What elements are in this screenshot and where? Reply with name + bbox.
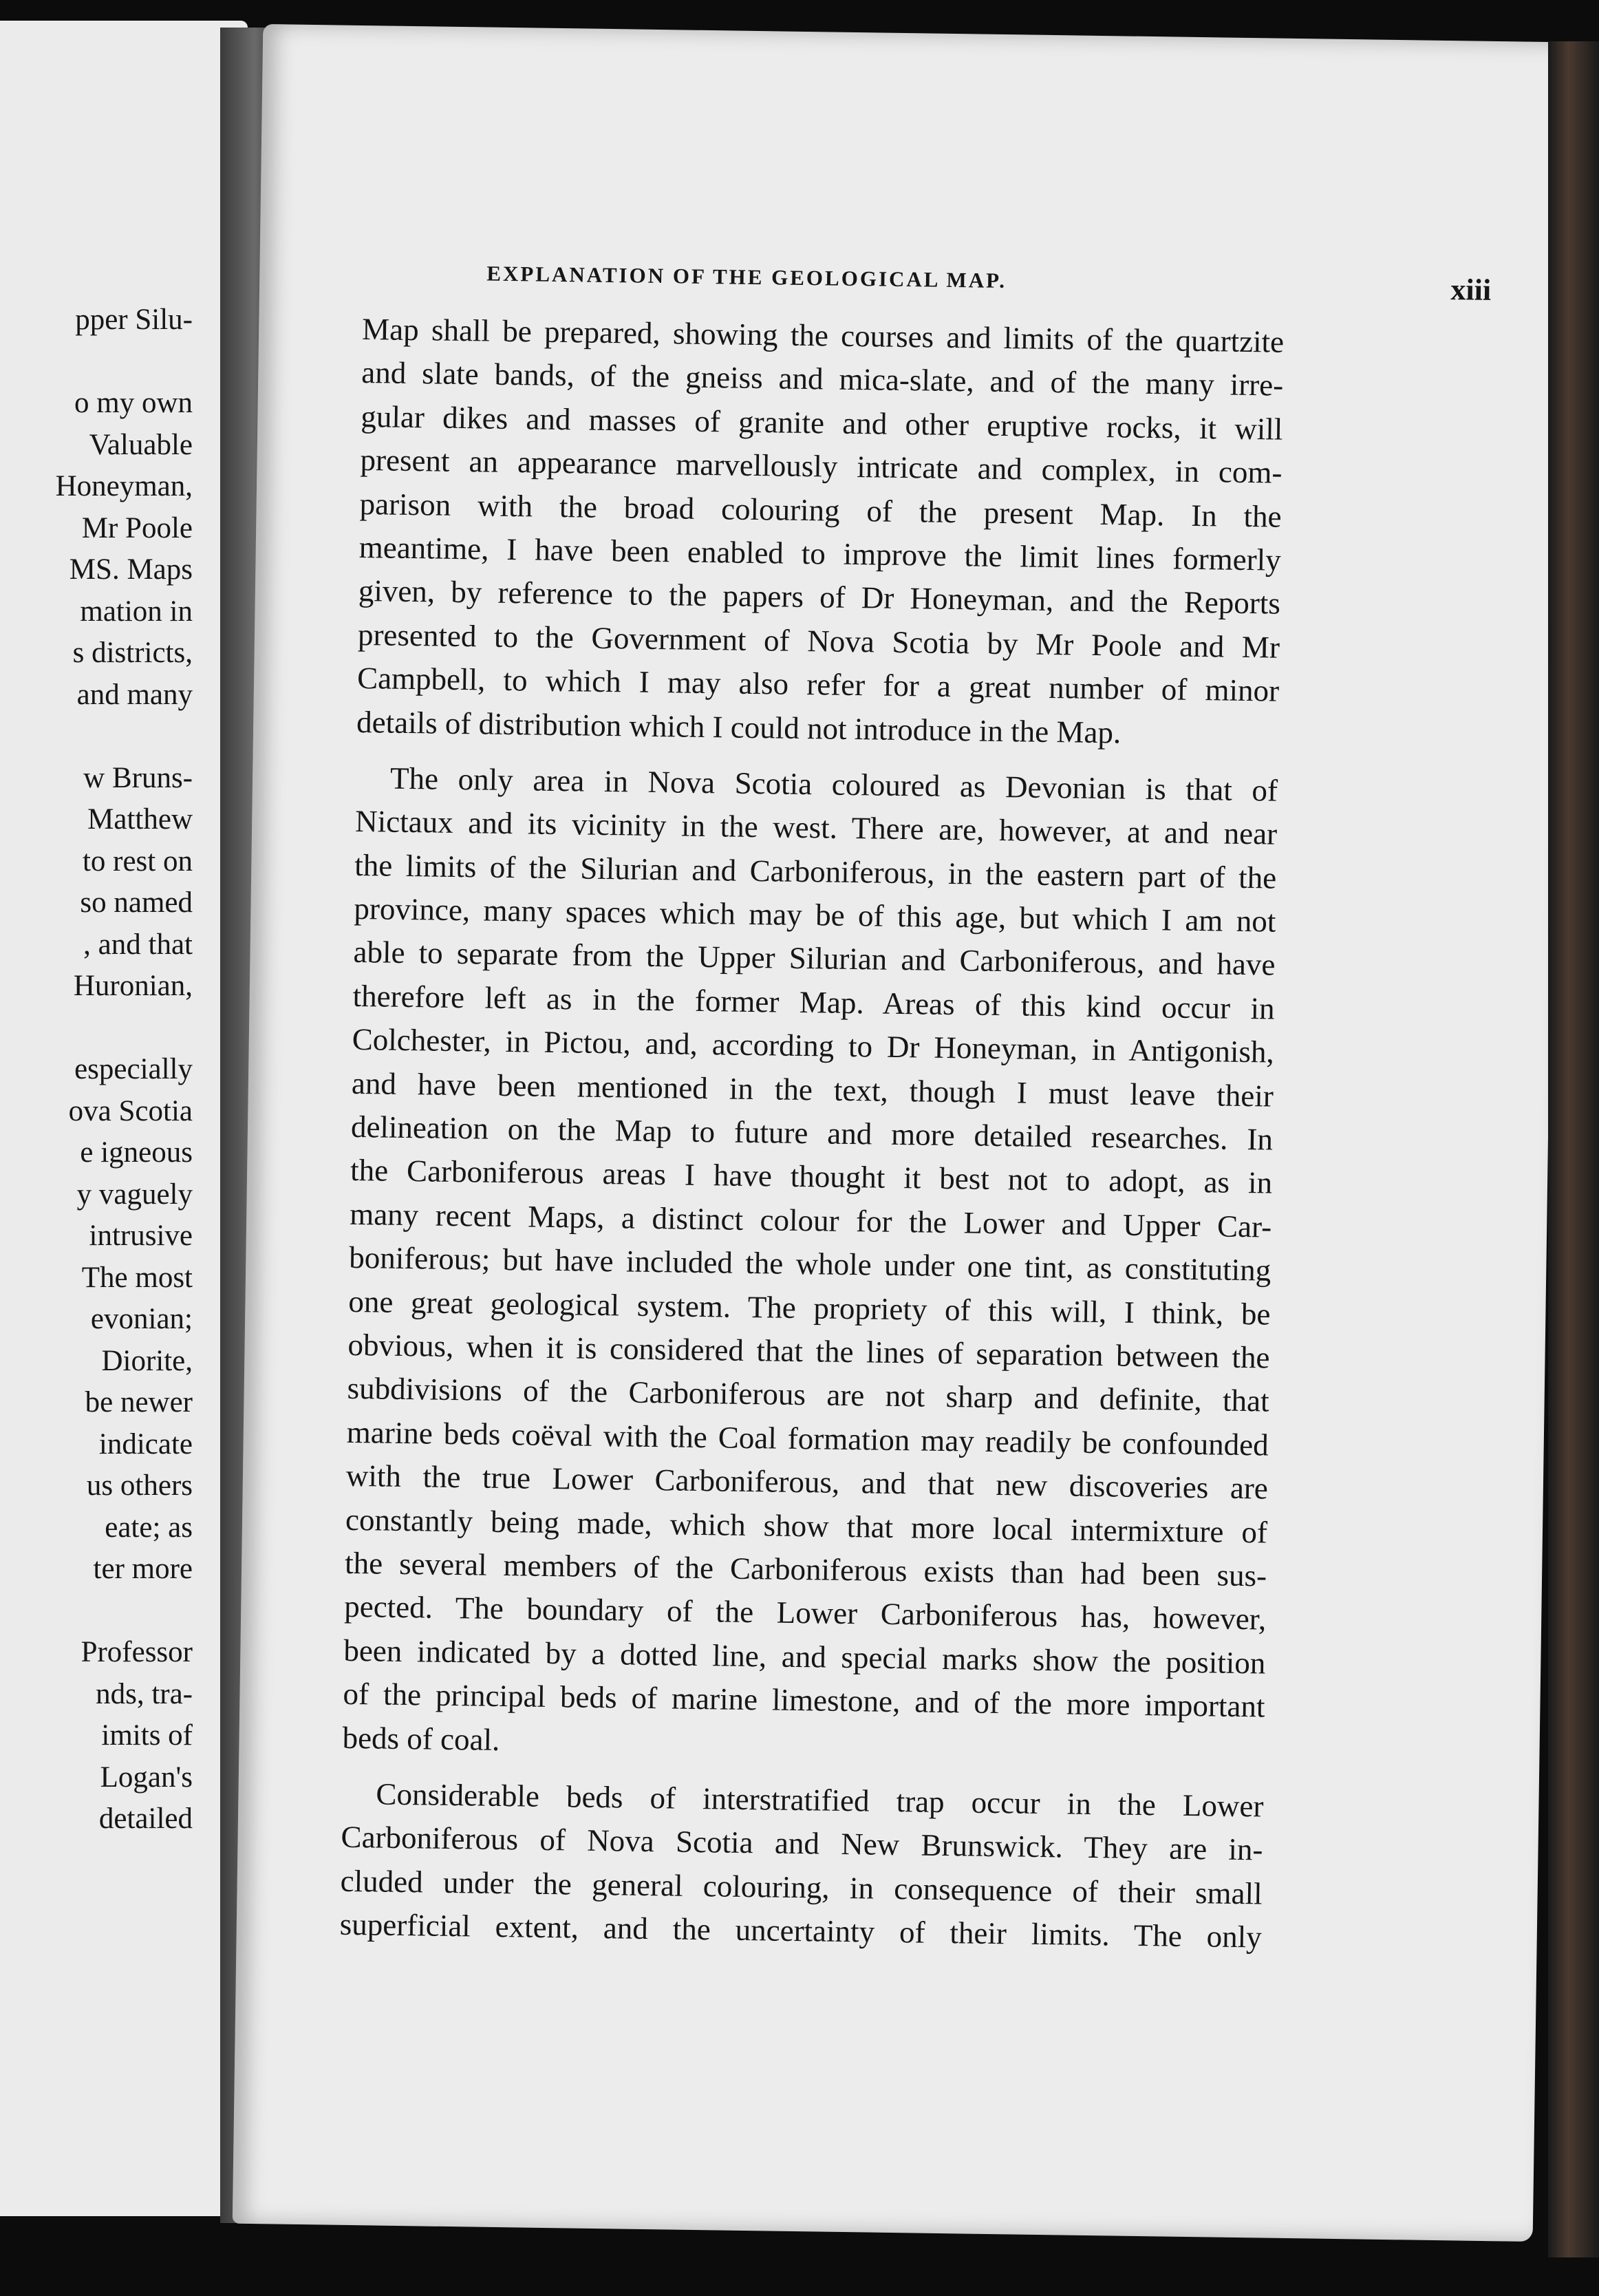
text-line: meantime, I have been enabled to improve the limit lines formerly	[358, 529, 1282, 577]
text-line: able to separate from the Upper Silurian and Carboniferous, and have	[353, 935, 1276, 983]
text-line: gular dikes and masses of granite and other eruptive rocks, it will	[361, 398, 1283, 447]
text-line: beds of coal.	[342, 1720, 500, 1757]
paragraph	[356, 308, 1285, 757]
left-page-line: to rest on	[82, 844, 193, 878]
left-page-line: Mr Poole	[81, 511, 193, 544]
left-page-line: Diorite,	[101, 1344, 193, 1377]
text-line: parison with the broad colouring of the present Map. In the	[359, 486, 1282, 534]
body-text	[339, 308, 1284, 1959]
text-line: Colchester, in Pictou, and, according to Dr Honeyman, in Antigonish,	[352, 1022, 1275, 1070]
text-line: obvious, when it is considered that the lines of separation between the	[347, 1327, 1270, 1375]
left-page-line: pper Silu-	[75, 304, 193, 336]
left-page-line: MS. Maps	[69, 553, 193, 586]
text-line: given, by reference to the papers of Dr Honeyman, and the Reports	[358, 573, 1281, 621]
left-page-line: Valuable	[89, 428, 193, 461]
left-page-line: imits of	[101, 1719, 193, 1752]
text-line: pected. The boundary of the Lower Carboniferous has, however,	[343, 1589, 1267, 1637]
text-line: superficial extent, and the uncertainty of their limits. The only	[339, 1906, 1263, 1955]
left-page-line: Professor	[81, 1636, 193, 1668]
text-line: with the true Lower Carboniferous, and that new discoveries are	[345, 1458, 1269, 1506]
left-page-line: Honeyman,	[55, 470, 193, 502]
text-line: therefore left as in the former Map. Areas of this kind occur in	[352, 978, 1275, 1026]
left-page-line: us others	[86, 1469, 193, 1502]
text-line: Campbell, to which I may also refer for a great number of minor	[356, 661, 1280, 708]
left-page-line: evonian;	[90, 1303, 193, 1335]
text-line: Considerable beds of interstratified trap occur in the Lower	[376, 1776, 1264, 1824]
text-line: present an appearance marvellously intricate and complex, in com-	[360, 443, 1283, 490]
left-page-line: intrusive	[89, 1220, 193, 1252]
left-page-line: mation in	[80, 595, 193, 628]
book-edge	[1548, 41, 1599, 2257]
left-page-line: eate; as	[105, 1511, 193, 1544]
text-line: the Carboniferous areas I have thought it best not to adopt, as in	[350, 1153, 1273, 1201]
text-line: the limits of the Silurian and Carboniferous, in the eastern part of the	[354, 847, 1277, 895]
paragraph	[342, 756, 1278, 1773]
left-page-line: s districts,	[72, 637, 193, 669]
paragraph	[339, 1772, 1263, 1959]
running-head: EXPLANATION OF THE GEOLOGICAL MAP.	[486, 261, 1007, 293]
text-line: Carboniferous of Nova Scotia and New Brunswick. They are in-	[341, 1820, 1263, 1867]
left-page-line: Logan's	[100, 1761, 193, 1794]
left-page-line: Huronian,	[73, 970, 193, 1002]
page-number: xiii	[1450, 273, 1492, 307]
left-page-line: ova Scotia	[68, 1094, 193, 1127]
right-page	[233, 24, 1563, 2242]
left-page-line: Matthew	[87, 803, 193, 836]
text-line: Nictaux and its vicinity in the west. There are, however, at and near	[354, 804, 1278, 851]
text-line: province, many spaces which may be of this age, but which I am not	[354, 891, 1276, 939]
left-page-line: be newer	[85, 1386, 193, 1418]
text-line: been indicated by a dotted line, and special marks show the position	[343, 1633, 1266, 1681]
left-page-line: and many	[76, 678, 193, 711]
text-line: the several members of the Carboniferous exists than had been sus-	[344, 1545, 1267, 1593]
text-line: details of distribution which I could not introduce in the Map.	[356, 704, 1122, 750]
left-page-line: so named	[80, 886, 193, 919]
left-page-line: indicate	[98, 1427, 193, 1460]
text-line: and have been mentioned in the text, though I must leave their	[351, 1065, 1274, 1114]
left-page-line: especially	[74, 1053, 193, 1085]
left-page-line: detailed	[98, 1803, 193, 1835]
left-page-line: nds, tra-	[96, 1677, 193, 1710]
text-line: constantly being made, which show that more local intermixture of	[345, 1502, 1268, 1550]
left-page-line: The most	[81, 1261, 193, 1294]
text-line: of the principal beds of marine limestone, and of the more important	[343, 1676, 1265, 1724]
text-line: and slate bands, of the gneiss and mica-slate, and of the many irre-	[361, 355, 1284, 403]
left-page-line: ter more	[93, 1553, 193, 1585]
text-line: subdivisions of the Carboniferous are not sharp and definite, that	[347, 1371, 1269, 1418]
text-line: boniferous; but have included the whole under one tint, as constituting	[349, 1240, 1271, 1288]
text-line: The only area in Nova Scotia coloured as Devonian is that of	[389, 761, 1278, 808]
text-line: marine beds coëval with the Coal formation may readily be confounded	[346, 1414, 1269, 1463]
left-page	[0, 21, 248, 2216]
text-line: Map shall be prepared, showing the courses and limits of the quartzite	[361, 312, 1285, 359]
left-page-line: w Bruns-	[83, 761, 193, 794]
left-page-line: y vaguely	[76, 1178, 193, 1211]
left-page-line: , and that	[83, 928, 193, 961]
left-page-line: e igneous	[80, 1136, 193, 1169]
left-page-line: o my own	[74, 387, 193, 419]
text-line: one great geological system. The propriety of this will, I think, be	[348, 1284, 1271, 1332]
text-line: many recent Maps, a distinct colour for the Lower and Upper Car-	[349, 1196, 1272, 1244]
text-line: cluded under the general colouring, in consequence of their small	[340, 1863, 1263, 1911]
text-line: delineation on the Map to future and more detailed researches. In	[350, 1109, 1274, 1157]
text-line: presented to the Government of Nova Scotia by Mr Poole and Mr	[357, 617, 1280, 665]
